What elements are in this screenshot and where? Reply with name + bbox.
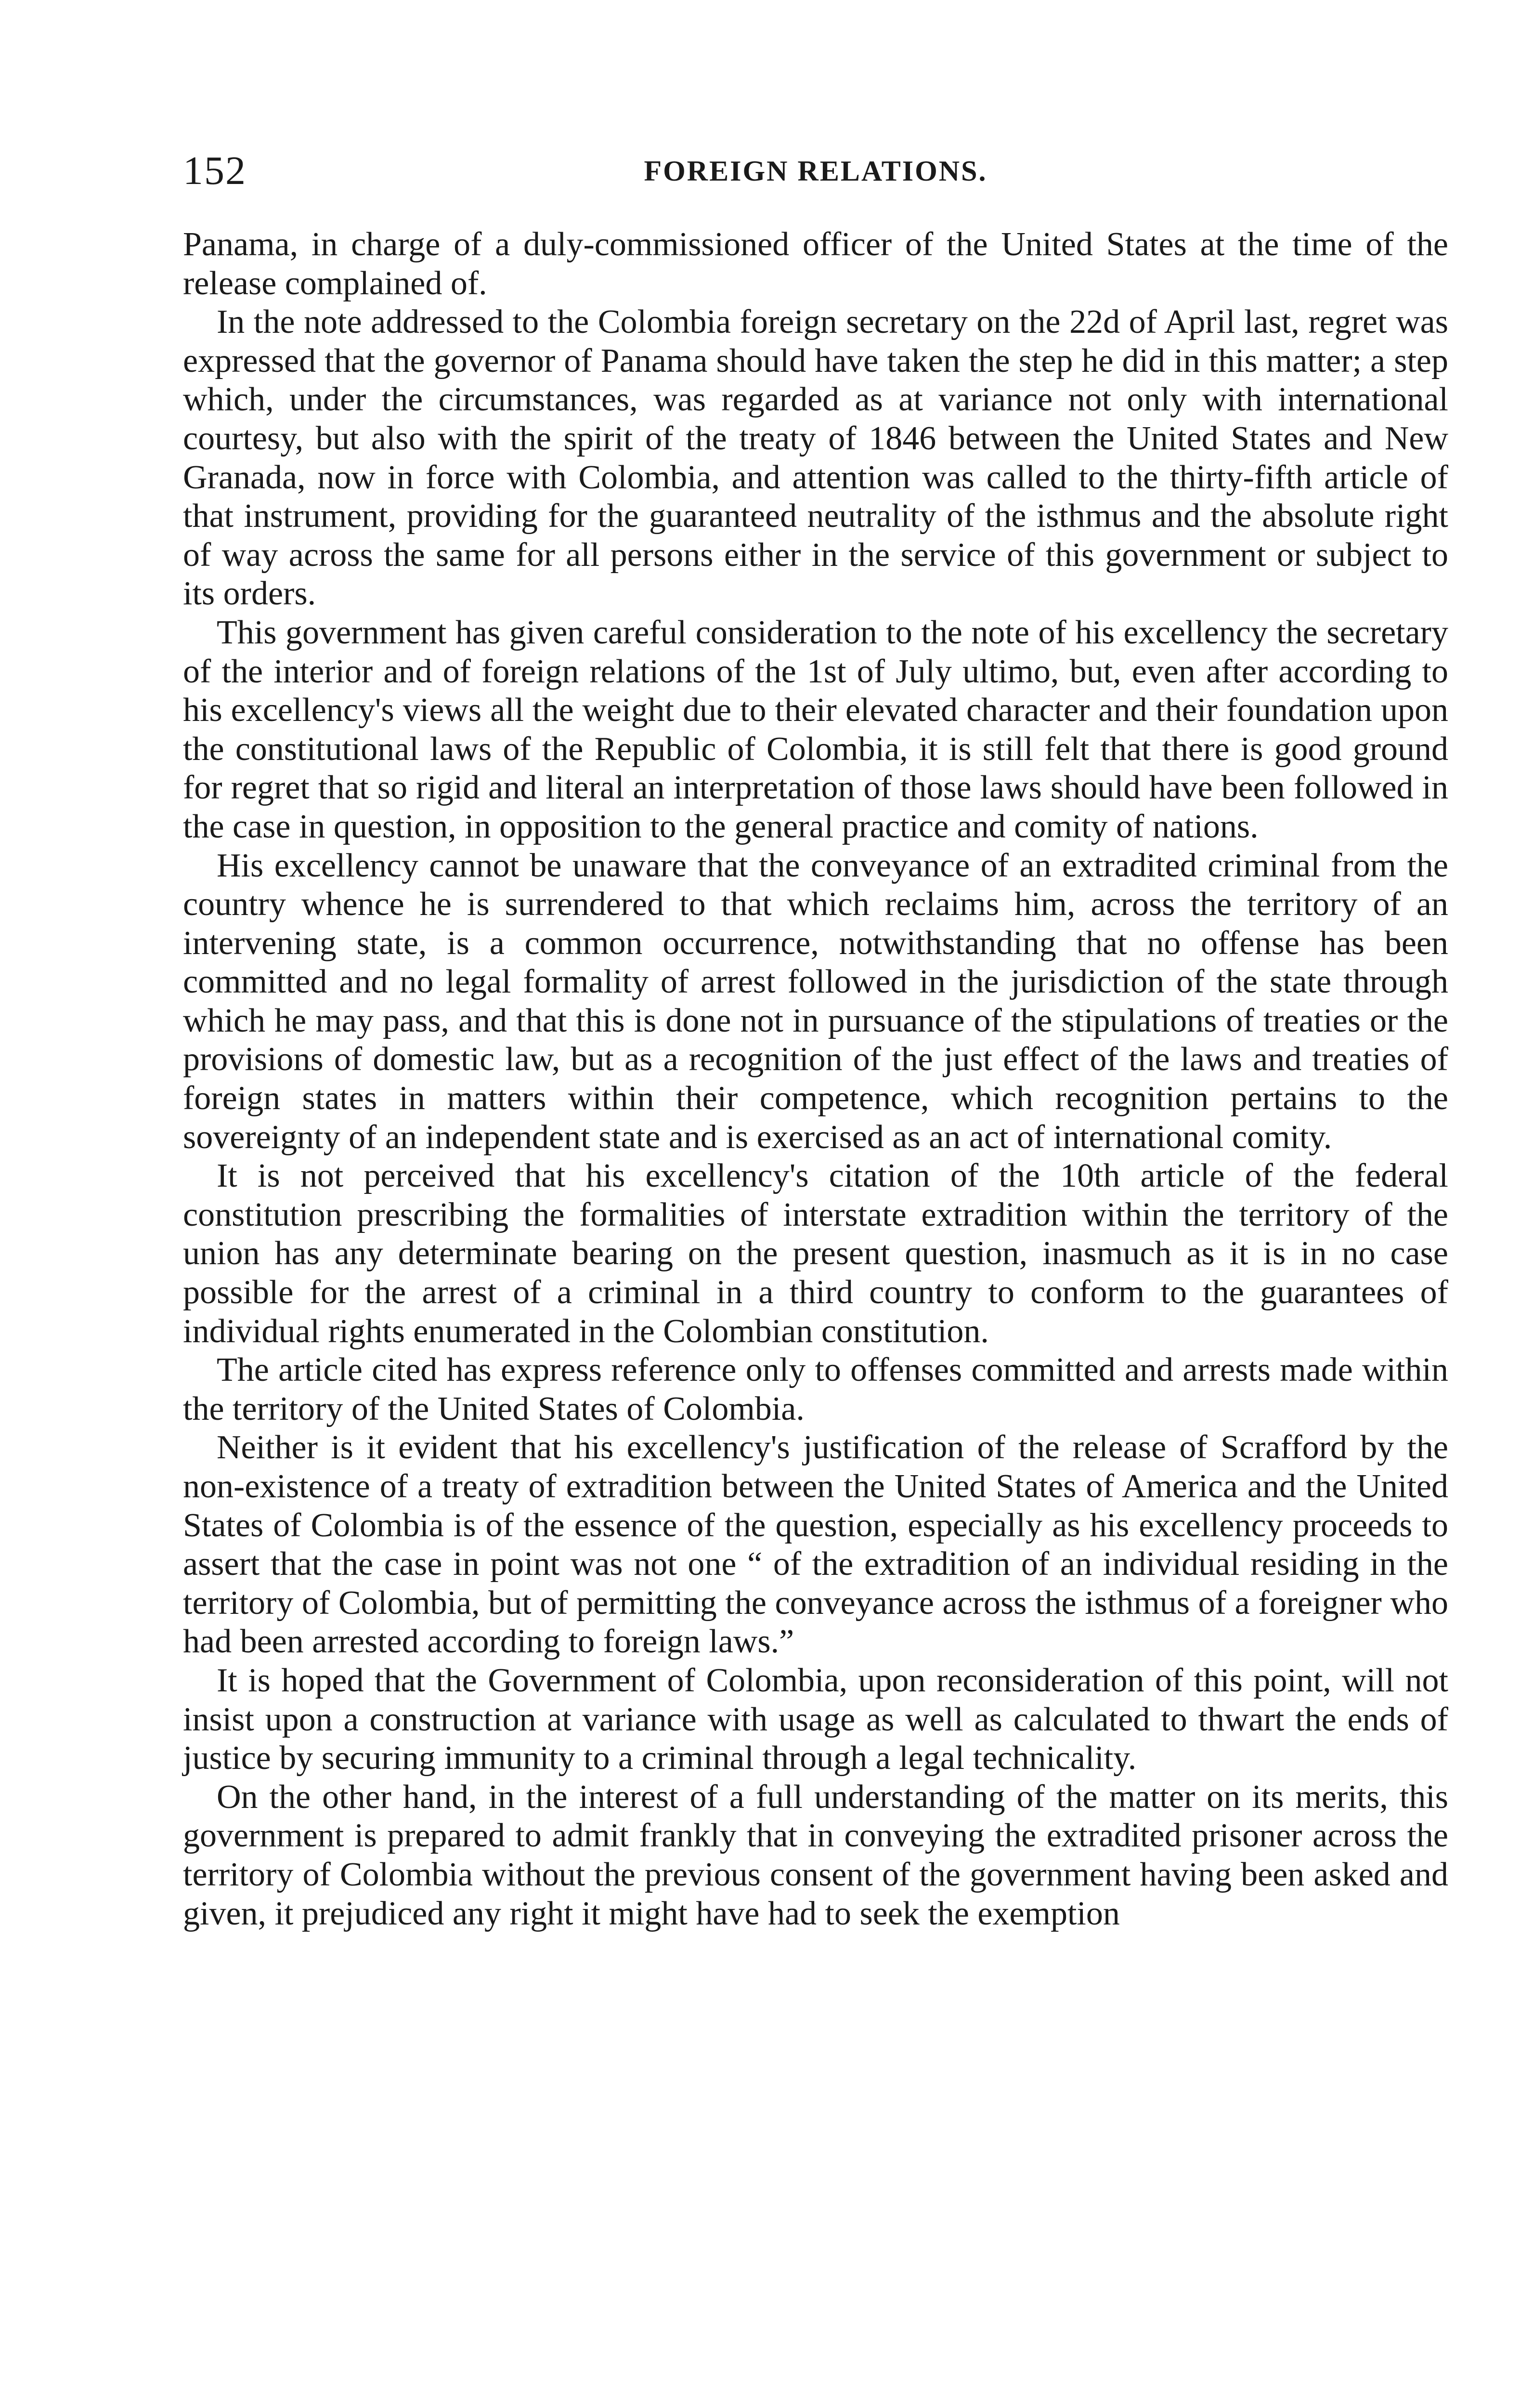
paragraph: His excellency cannot be unaware that the conveyance of an extradited criminal from the country whence he is surrendered to that which reclaims him, across the territory of an intervening state, is a common occurrence, notwithstanding that no offense has been committed and no legal formality of arrest followed in the jurisdiction of the state through which he may pass, and that this is done not in pursuance of the stipulations of treaties or the provisions of domestic law, but as a recognition of the just effect of the laws and treaties of foreign states in matters within their competence, which recognition pertains to the sovereignty of an independent state and is exercised as an act of international comity. (183, 847, 1448, 1156)
paragraph: The article cited has express reference only to offenses committed and arrests made within the territory of the United States of Colombia. (183, 1351, 1448, 1427)
paragraph: Panama, in charge of a duly-commissioned officer of the United States at the time of the release complained of. (183, 226, 1448, 302)
paragraph: It is not perceived that his excellency's citation of the 10th article of the federal constitution prescribing the formalities of interstate extradition within the territory of the union has any determinate bearing on the present question, inasmuch as it is in no case possible for the arrest of a criminal in a third country to conform to the guarantees of individual rights enumerated in the Colombian constitution. (183, 1157, 1448, 1350)
paragraph: On the other hand, in the interest of a full understanding of the matter on its merits, this government is prepared to admit frankly that in conveying the extradited prisoner across the territory of Colombia without the previous consent of the government having been asked and given, it prejudiced any right it might have had to seek the exemption (183, 1778, 1448, 1932)
body-text (183, 225, 1448, 1933)
paragraph: Neither is it evident that his excellency's justification of the release of Scrafford by the non-existence of a treaty of extradition between the United States of America and the United States of Colombia is of the essence of the question, especially as his excellency proceeds to assert that the case in point was not one “ of the extradition of an individual residing in the territory of Colombia, but of permitting the conveyance across the isthmus of a foreigner who had been arrested according to foreign laws.” (183, 1429, 1448, 1661)
running-head: FOREIGN RELATIONS. (644, 155, 987, 187)
paragraph: This government has given careful consideration to the note of his excellency the secretary of the interior and of foreign relations of the 1st of July ultimo, but, even after according to his excellency's views all the weight due to their elevated character and their foundation upon the constitutional laws of the Republic of Colombia, it is still felt that there is good ground for regret that so rigid and literal an interpretation of those laws should have been followed in the case in question, in opposition to the general practice and comity of nations. (183, 614, 1448, 845)
document-page (183, 0, 1448, 2408)
paragraph: In the note addressed to the Colombia foreign secretary on the 22d of April last, regret was expressed that the governor of Panama should have taken the step he did in this matter; a step which, under the circumstances, was regarded as at variance not only with international courtesy, but also with the spirit of the treaty of 1846 between the United States and New Granada, now in force with Colombia, and attention was called to the thirty-fifth article of that instrument, providing for the guaranteed neutrality of the isthmus and the absolute right of way across the same for all persons either in the service of this government or subject to its orders. (183, 303, 1448, 613)
page-header (183, 144, 1448, 197)
paragraph: It is hoped that the Government of Colombia, upon reconsideration of this point, will not insist upon a construction at variance with usage as well as calculated to thwart the ends of justice by securing immunity to a criminal through a legal technicality. (183, 1662, 1448, 1777)
page-number: 152 (183, 148, 247, 193)
